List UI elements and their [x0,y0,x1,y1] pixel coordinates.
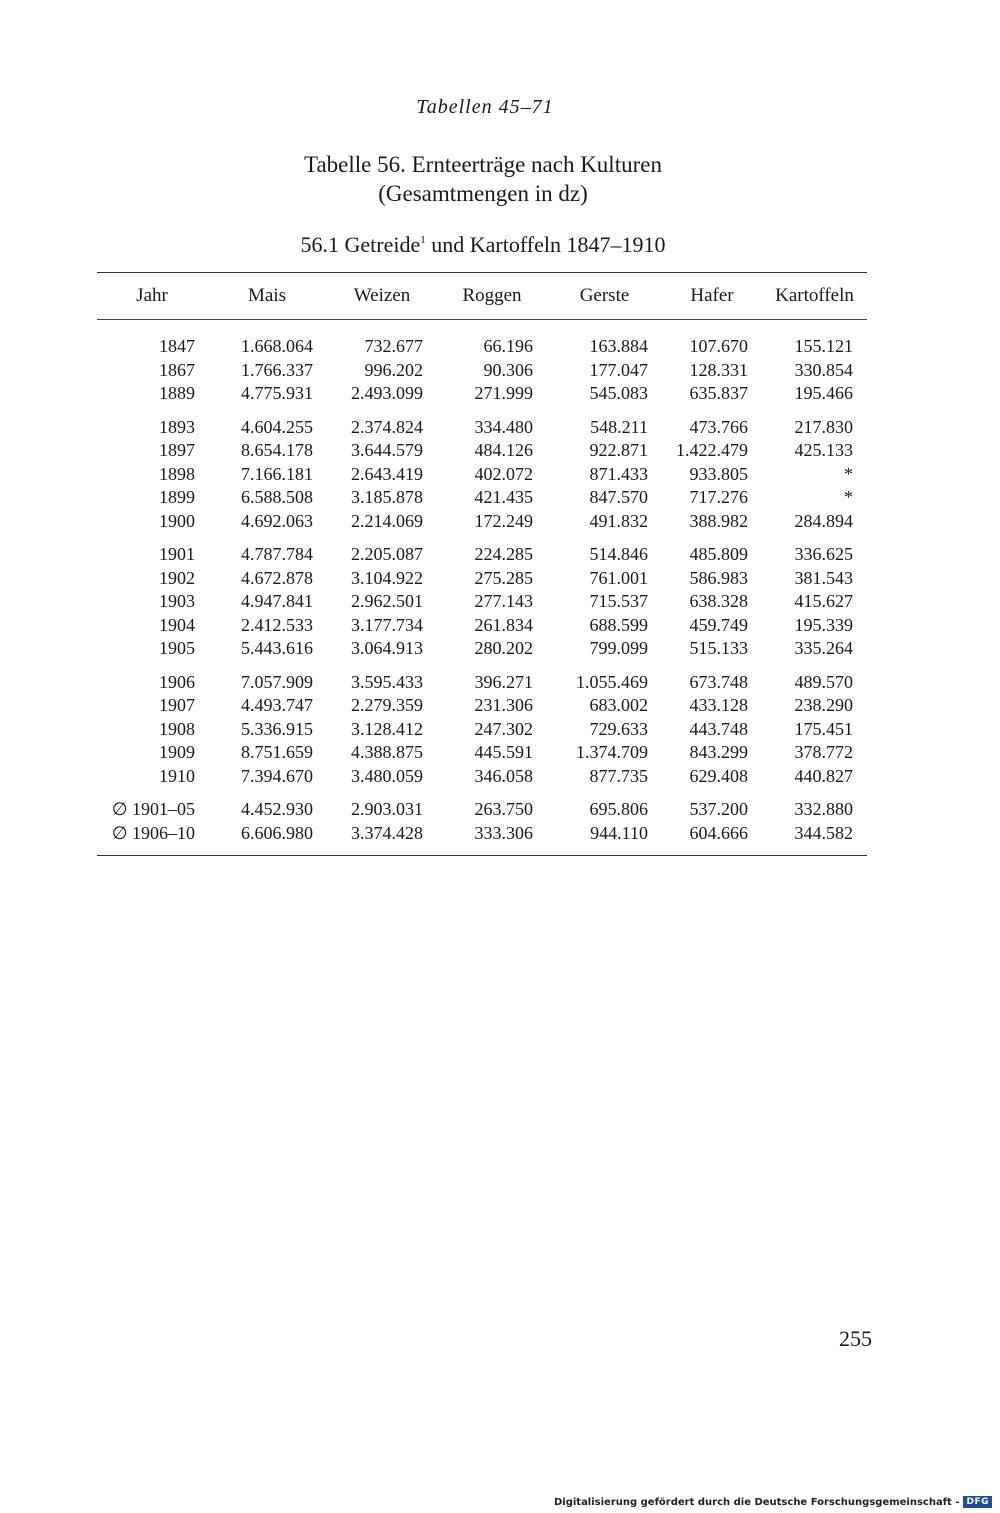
value-cell: 4.604.255 [241,416,313,437]
value-cell: 224.285 [474,544,533,565]
value-cell: 8.751.659 [241,742,313,763]
value-cell: 4.672.878 [241,567,313,588]
value-cell: 3.064.913 [351,638,423,659]
subtitle-text: 56.1 Getreide [300,232,421,257]
value-cell: 421.435 [474,487,533,508]
value-cell: 2.205.087 [351,544,423,565]
table-row [97,741,867,765]
value-cell: 515.133 [689,638,748,659]
row-group [97,416,867,534]
value-cell: 238.290 [794,695,853,716]
table-header [97,273,867,319]
value-cell: 604.666 [689,822,748,843]
title-line-2: (Gesamtmengen in dz) [378,181,588,206]
value-cell: 177.047 [589,359,648,380]
value-cell: 195.339 [794,614,853,635]
table-row [97,798,867,822]
value-cell: 2.374.824 [351,416,423,437]
value-cell: 381.543 [794,567,853,588]
value-cell: 107.670 [689,336,748,357]
value-cell: 473.766 [689,416,748,437]
value-cell: 2.493.099 [351,383,423,404]
value-cell: 761.001 [589,567,648,588]
row-group [97,671,867,789]
year-cell: 1907 [159,695,195,716]
value-cell: 3.480.059 [351,765,423,786]
year-cell: 1910 [159,765,195,786]
value-cell: 90.306 [483,359,533,380]
value-cell: 333.306 [474,822,533,843]
value-cell: 378.772 [794,742,853,763]
value-cell: 7.394.670 [241,765,313,786]
value-cell: * [844,463,853,484]
value-cell: 66.196 [483,336,533,357]
value-cell: 695.806 [589,799,648,820]
value-cell: 335.264 [794,638,853,659]
digitization-footer [554,1496,992,1508]
value-cell: 629.408 [689,765,748,786]
table-row [97,822,867,846]
value-cell: 586.983 [689,567,748,588]
value-cell: 284.894 [794,510,853,531]
value-cell: 871.433 [589,463,648,484]
value-cell: 933.805 [689,463,748,484]
footer-text: Digitalisierung gefördert durch die Deutsche Forschungsgemeinschaft - [553,1496,960,1508]
value-cell: 275.285 [474,567,533,588]
value-cell: 3.185.878 [351,487,423,508]
year-cell: 1901 [159,544,195,565]
value-cell: 163.884 [589,336,648,357]
value-cell: 344.582 [794,822,853,843]
year-cell: 1903 [159,591,195,612]
value-cell: * [844,487,853,508]
value-cell: 280.202 [474,638,533,659]
column-header: Roggen [462,285,522,306]
table-row [97,765,867,789]
value-cell: 489.570 [794,671,853,692]
value-cell: 388.982 [689,510,748,531]
value-cell: 330.854 [794,359,853,380]
year-cell: 1908 [159,718,195,739]
value-cell: 843.299 [689,742,748,763]
value-cell: 4.947.841 [241,591,313,612]
table-row [97,486,867,510]
value-cell: 155.121 [794,336,853,357]
value-cell: 548.211 [590,416,648,437]
value-cell: 635.837 [689,383,748,404]
value-cell: 334.480 [474,416,533,437]
page-title [0,150,966,208]
year-cell: 1904 [159,614,195,635]
year-cell: ∅ 1901–05 [111,799,195,820]
column-header: Gerste [579,285,630,306]
value-cell: 271.999 [474,383,533,404]
value-cell: 6.606.980 [241,822,313,843]
value-cell: 1.668.064 [241,336,313,357]
value-cell: 128.331 [689,359,748,380]
row-group [97,335,867,406]
year-cell: 1899 [159,487,195,508]
column-header: Hafer [690,285,734,306]
value-cell: 8.654.178 [241,440,313,461]
value-cell: 4.692.063 [241,510,313,531]
column-header: Mais [248,285,286,306]
value-cell: 799.099 [589,638,648,659]
year-cell: 1847 [159,336,195,357]
value-cell: 1.055.469 [576,671,648,692]
value-cell: 332.880 [794,799,853,820]
table-row [97,382,867,406]
year-cell: ∅ 1906–10 [111,822,195,843]
value-cell: 683.002 [589,695,648,716]
year-cell: 1905 [159,638,195,659]
value-cell: 425.133 [794,440,853,461]
table-body [97,320,867,845]
table-row [97,637,867,661]
year-cell: 1909 [159,742,195,763]
footnote-marker: 1 [420,234,426,246]
value-cell: 2.214.069 [351,510,423,531]
value-cell: 2.903.031 [351,799,423,820]
table-subtitle [0,232,966,258]
value-cell: 485.809 [689,544,748,565]
value-cell: 336.625 [794,544,853,565]
value-cell: 729.633 [589,718,648,739]
value-cell: 396.271 [474,671,533,692]
value-cell: 1.766.337 [241,359,313,380]
value-cell: 3.595.433 [351,671,423,692]
value-cell: 715.537 [589,591,648,612]
value-cell: 346.058 [474,765,533,786]
dfg-logo: DFG [963,1496,992,1508]
value-cell: 4.452.930 [241,799,313,820]
value-cell: 2.412.533 [241,614,313,635]
year-cell: 1902 [159,567,195,588]
value-cell: 491.832 [589,510,648,531]
value-cell: 402.072 [474,463,533,484]
harvest-table [97,272,867,856]
value-cell: 545.083 [589,383,648,404]
table-row [97,567,867,591]
value-cell: 3.374.428 [351,822,423,843]
value-cell: 175.451 [794,718,853,739]
column-header: Kartoffeln [775,285,854,306]
row-group [97,798,867,845]
value-cell: 3.177.734 [351,614,423,635]
table-row [97,718,867,742]
year-cell: 1900 [159,510,195,531]
table-row [97,694,867,718]
running-head: Tabellen 45–71 [416,96,554,118]
value-cell: 2.279.359 [351,695,423,716]
value-cell: 638.328 [689,591,748,612]
value-cell: 7.166.181 [241,463,313,484]
subtitle-text-rest: und Kartoffeln 1847–1910 [425,232,666,257]
value-cell: 537.200 [689,799,748,820]
column-header: Jahr [136,285,168,306]
value-cell: 877.735 [589,765,648,786]
year-cell: 1898 [159,463,195,484]
year-cell: 1897 [159,440,195,461]
value-cell: 717.276 [689,487,748,508]
value-cell: 4.388.875 [351,742,423,763]
title-line-1: Tabelle 56. Ernteerträge nach Kulturen [304,152,662,177]
value-cell: 847.570 [589,487,648,508]
table-row [97,671,867,695]
year-cell: 1893 [159,416,195,437]
value-cell: 7.057.909 [241,671,313,692]
value-cell: 263.750 [474,799,533,820]
column-header: Weizen [353,285,411,306]
value-cell: 3.128.412 [351,718,423,739]
value-cell: 5.443.616 [241,638,313,659]
value-cell: 4.787.784 [241,544,313,565]
row-group [97,543,867,661]
value-cell: 195.466 [794,383,853,404]
value-cell: 2.643.419 [351,463,423,484]
value-cell: 3.104.922 [351,567,423,588]
year-cell: 1889 [159,383,195,404]
value-cell: 415.627 [794,591,853,612]
table-row [97,463,867,487]
bottom-rule [97,855,867,856]
value-cell: 440.827 [794,765,853,786]
value-cell: 277.143 [474,591,533,612]
value-cell: 673.748 [689,671,748,692]
value-cell: 1.422.479 [676,440,748,461]
table-row [97,439,867,463]
value-cell: 514.846 [589,544,648,565]
value-cell: 217.830 [794,416,853,437]
table-row [97,416,867,440]
value-cell: 443.748 [689,718,748,739]
value-cell: 922.871 [589,440,648,461]
value-cell: 4.493.747 [241,695,313,716]
table-row [97,359,867,383]
value-cell: 247.302 [474,718,533,739]
value-cell: 996.202 [364,359,423,380]
value-cell: 231.306 [474,695,533,716]
value-cell: 4.775.931 [241,383,313,404]
table-row [97,335,867,359]
table-row [97,614,867,638]
value-cell: 3.644.579 [351,440,423,461]
value-cell: 172.249 [474,510,533,531]
page-number: 255 [839,1326,872,1351]
value-cell: 688.599 [589,614,648,635]
value-cell: 6.588.508 [241,487,313,508]
value-cell: 5.336.915 [241,718,313,739]
table-row [97,590,867,614]
value-cell: 2.962.501 [351,591,423,612]
year-cell: 1867 [159,359,195,380]
value-cell: 261.834 [474,614,533,635]
value-cell: 433.128 [689,695,748,716]
value-cell: 732.677 [364,336,423,357]
value-cell: 1.374.709 [576,742,648,763]
table-row [97,510,867,534]
value-cell: 459.749 [689,614,748,635]
value-cell: 944.110 [590,822,648,843]
table-row [97,543,867,567]
value-cell: 484.126 [474,440,533,461]
year-cell: 1906 [159,671,195,692]
value-cell: 445.591 [474,742,533,763]
